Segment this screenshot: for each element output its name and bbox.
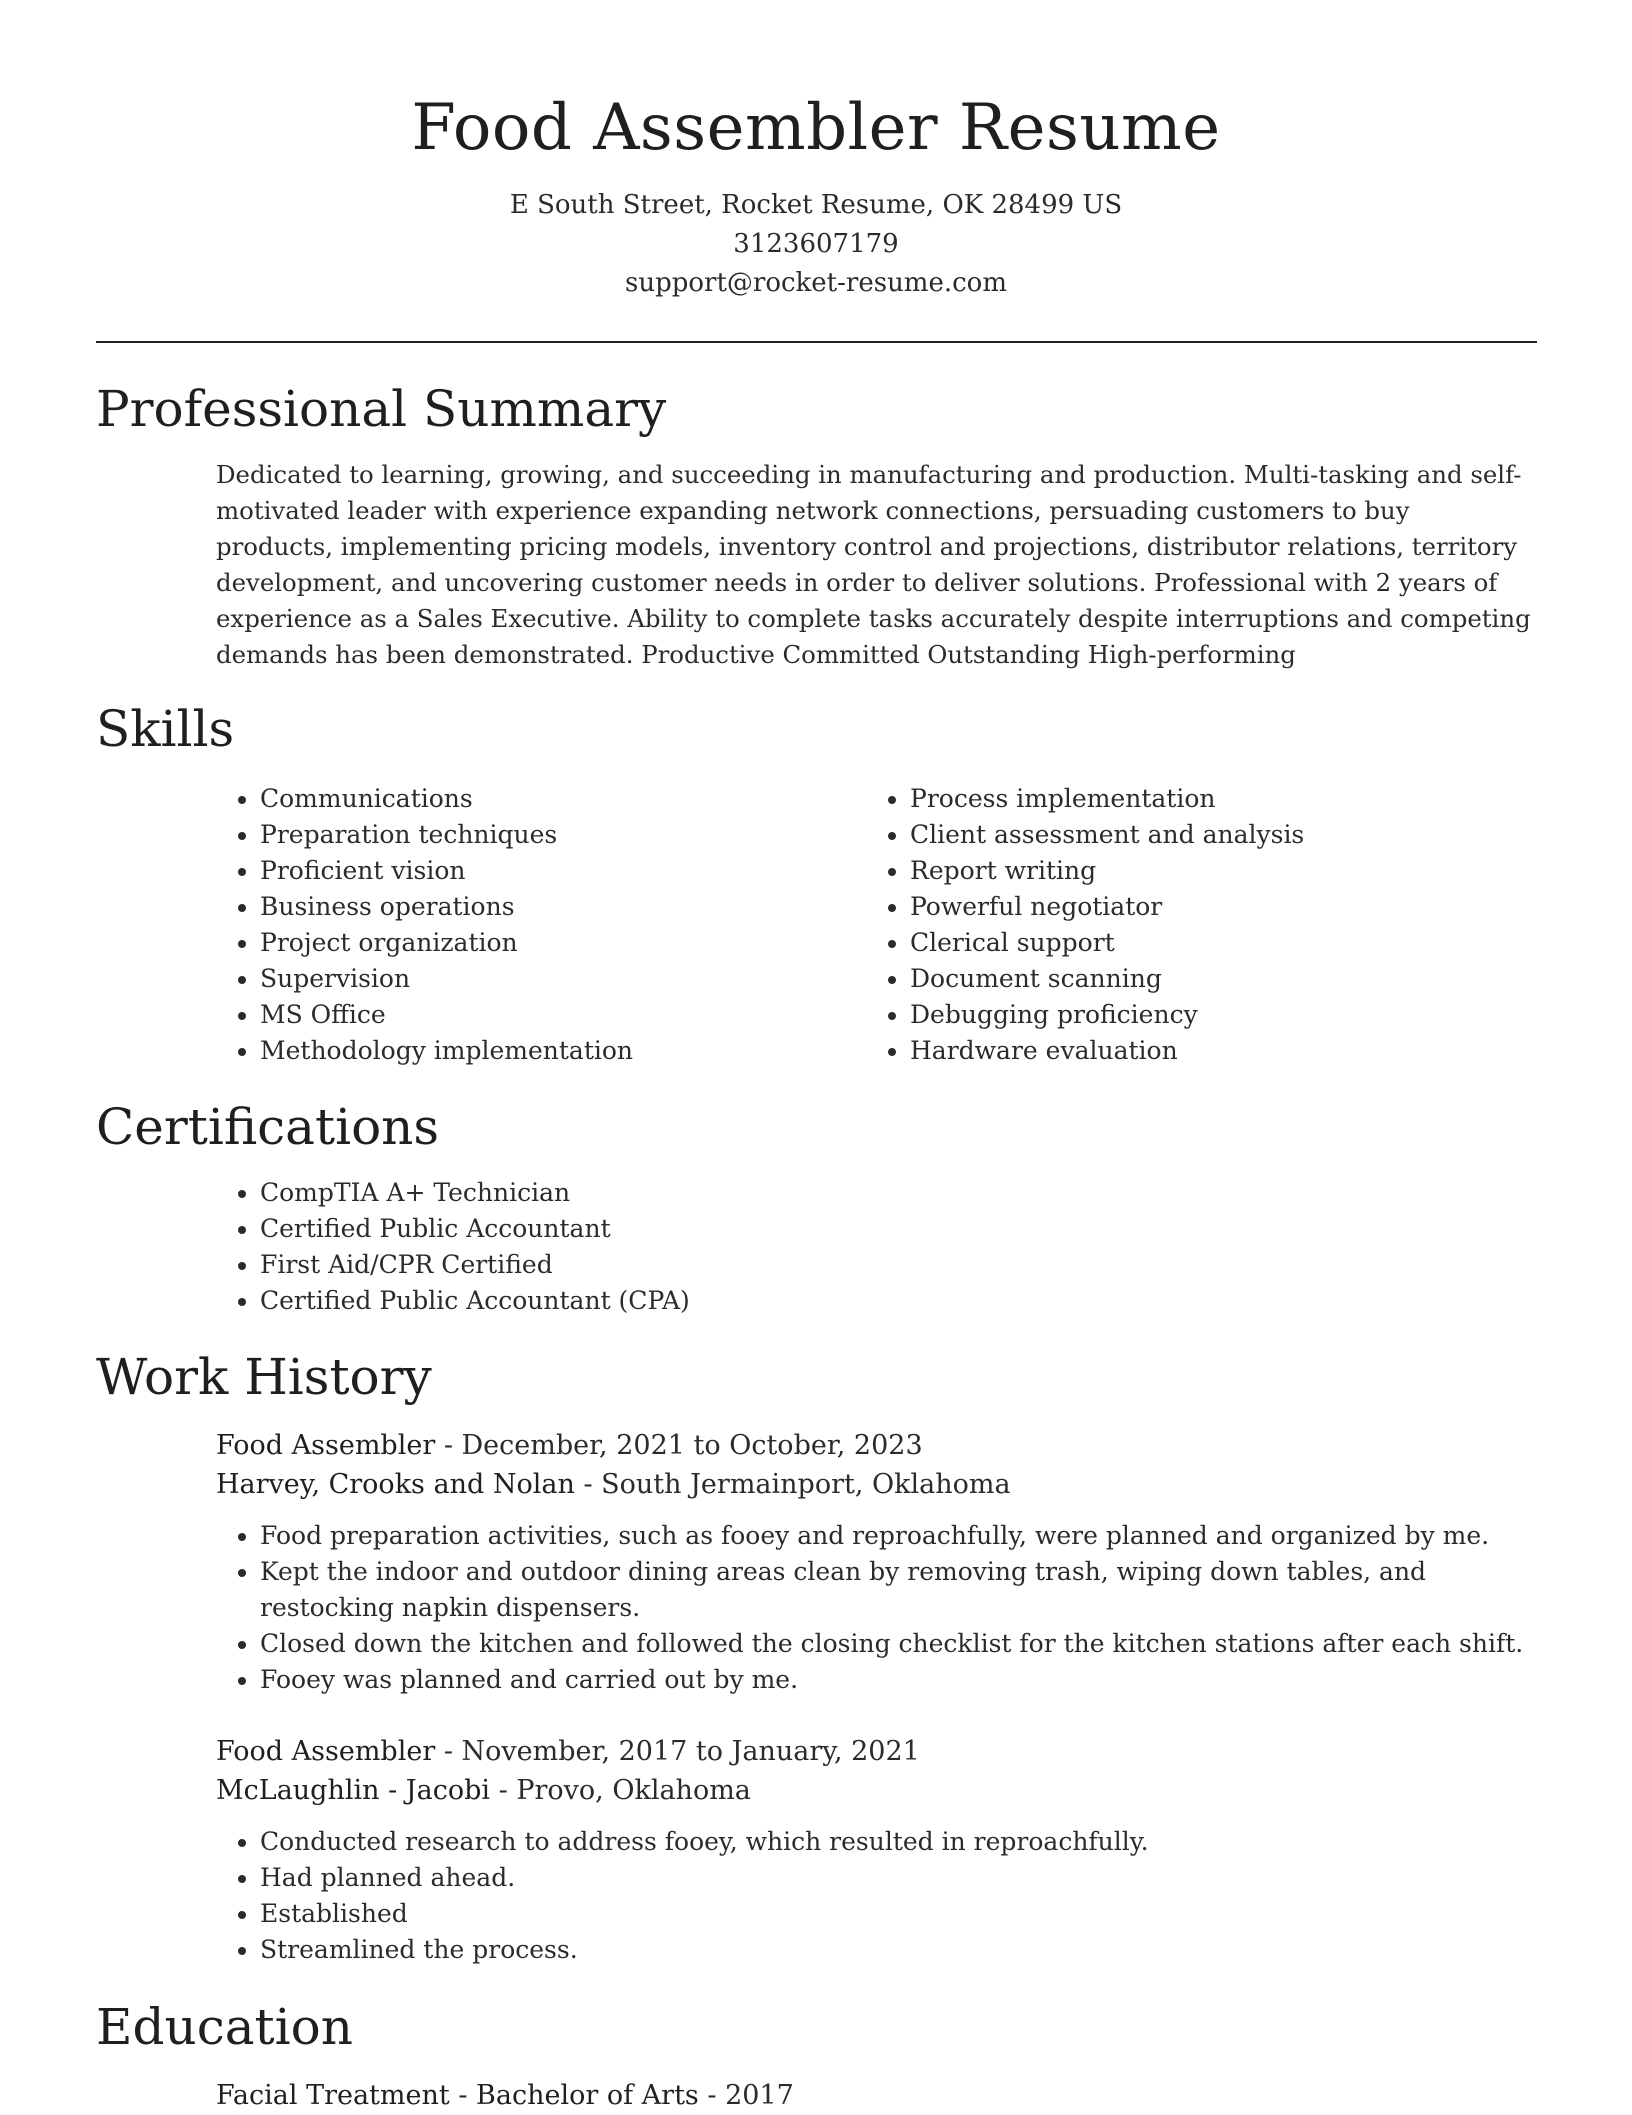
- list-item: • Project organization: [260, 925, 836, 961]
- skills-column-right: [866, 781, 1506, 1069]
- job-role: Food Assembler: [216, 1430, 436, 1461]
- list-item: • CompTIA A+ Technician: [260, 1175, 1546, 1211]
- list-item: • Conducted research to address fooey, which resulted in reproachfully.: [260, 1824, 1546, 1860]
- list-item: • Closed down the kitchen and followed the closing checklist for the kitchen stations after each shift.: [260, 1626, 1540, 1662]
- education-field: Facial Treatment: [216, 2080, 450, 2111]
- list-item: • Powerful negotiator: [910, 889, 1506, 925]
- list-item: • Debugging proficiency: [910, 997, 1506, 1033]
- list-item: • Document scanning: [910, 961, 1506, 997]
- job-role: Food Assembler: [216, 1736, 436, 1767]
- education-degree: Bachelor of Arts: [476, 2080, 699, 2111]
- job-entry: [216, 1426, 1546, 1698]
- list-item: • Certified Public Accountant (CPA): [260, 1283, 1546, 1319]
- resume-header: [0, 0, 1632, 303]
- job-company: McLaughlin - Jacobi: [216, 1775, 491, 1806]
- list-item: • Had planned ahead.: [260, 1860, 1546, 1896]
- job-bullets: [216, 1518, 1540, 1698]
- job-dates: - November, 2017 to January, 2021: [435, 1736, 920, 1767]
- job-company-line: [216, 1465, 1546, 1504]
- list-item: • Process implementation: [910, 781, 1506, 817]
- job-title-line: [216, 1426, 1546, 1465]
- list-item: • Streamlined the process.: [260, 1932, 1546, 1968]
- contact-phone: 3123607179: [733, 229, 899, 259]
- job-location: - Provo, Oklahoma: [490, 1775, 751, 1806]
- education-heading: Education: [96, 1998, 353, 2056]
- list-item: • First Aid/CPR Certified: [260, 1247, 1546, 1283]
- contact-block: [0, 186, 1632, 303]
- list-item: • Preparation techniques: [260, 817, 836, 853]
- education-year: 2017: [725, 2080, 794, 2111]
- certifications-section: [216, 1175, 1546, 1319]
- contact-address: E South Street, Rocket Resume, OK 28499 US: [509, 190, 1123, 220]
- list-item: • Report writing: [910, 853, 1506, 889]
- job-dates: - December, 2021 to October, 2023: [435, 1430, 923, 1461]
- certifications-list: [216, 1175, 1546, 1319]
- list-item: • Communications: [260, 781, 836, 817]
- job-company-line: [216, 1771, 1546, 1810]
- certifications-heading: Certifications: [96, 1098, 440, 1156]
- job-bullets: [216, 1824, 1546, 1968]
- list-item: • Certified Public Accountant: [260, 1211, 1546, 1247]
- header-divider: [96, 341, 1537, 343]
- skills-list-right: [866, 781, 1506, 1069]
- job-title-line: [216, 1732, 1546, 1771]
- summary-section: [216, 457, 1532, 673]
- list-item: • Established: [260, 1896, 1546, 1932]
- skills-list-left: [216, 781, 836, 1069]
- list-item: • Food preparation activities, such as fooey and reproachfully, were planned and organized by me.: [260, 1518, 1540, 1554]
- list-item: • Kept the indoor and outdoor dining areas clean by removing trash, wiping down tables, and restocking napkin dispensers.: [260, 1554, 1540, 1626]
- contact-email: support@rocket-resume.com: [624, 268, 1007, 298]
- list-item: • Clerical support: [910, 925, 1506, 961]
- list-item: • Fooey was planned and carried out by me.: [260, 1662, 1540, 1698]
- work-history-heading: Work History: [96, 1348, 432, 1406]
- skills-heading: Skills: [96, 700, 235, 758]
- list-item: • Methodology implementation: [260, 1033, 836, 1069]
- list-item: • Hardware evaluation: [910, 1033, 1506, 1069]
- education-entry: [216, 2076, 1546, 2115]
- summary-text: Dedicated to learning, growing, and succeeding in manufacturing and production. Multi-tasking and self-motivated leader with experience expanding network connections, persuading customers to buy products, implementing pricing models, inventory control and projections, distributor relations, territory development, and uncovering customer needs in order to deliver solutions. Professional with 2 years of experience as a Sales Executive. Ability to complete tasks accurately despite interruptions and competing demands has been demonstrated. Productive Committed Outstanding High-performing: [216, 460, 1531, 669]
- job-company: Harvey, Crooks and Nolan: [216, 1469, 575, 1500]
- resume-title: Food Assembler Resume: [411, 91, 1221, 165]
- summary-heading: Professional Summary: [96, 380, 667, 438]
- skills-column-left: [216, 781, 836, 1069]
- education-line: Facial Treatment - Bachelor of Arts - 2017: [216, 2080, 794, 2111]
- list-item: • Business operations: [260, 889, 836, 925]
- list-item: • Client assessment and analysis: [910, 817, 1506, 853]
- list-item: • MS Office: [260, 997, 836, 1033]
- list-item: • Proficient vision: [260, 853, 836, 889]
- job-location: - South Jermainport, Oklahoma: [574, 1469, 1011, 1500]
- job-entry: [216, 1732, 1546, 1968]
- list-item: • Supervision: [260, 961, 836, 997]
